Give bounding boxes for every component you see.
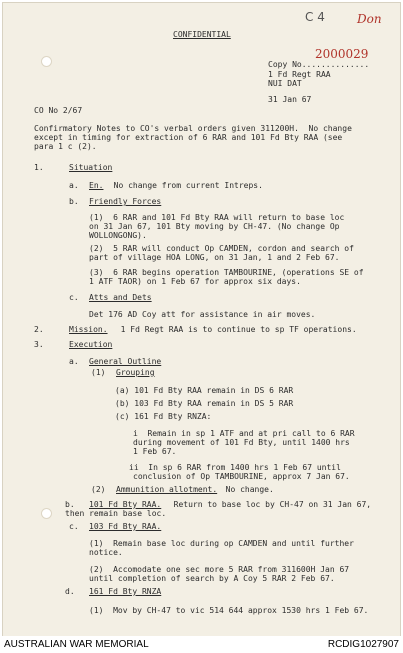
subpara-label: b. xyxy=(69,197,79,206)
subpara-label: d. xyxy=(65,587,75,596)
group-line: (c) 161 Fd Bty RNZA: xyxy=(115,412,212,421)
para-heading: Situation xyxy=(69,163,113,172)
para-number: 2. xyxy=(34,325,44,334)
punch-hole-top xyxy=(41,56,52,67)
punch-hole-bottom xyxy=(41,508,52,519)
item-heading: Ammunition allotment. xyxy=(116,485,218,494)
group-line: (b) 103 Fd Bty RAA remain in DS 5 RAR xyxy=(115,399,294,408)
body-line: (1) Mov by CH-47 to vic 514 644 approx 1530 hrs 1 Feb 67. xyxy=(89,606,369,615)
subpara-label: c. xyxy=(69,293,79,302)
subpara-heading: Atts and Dets xyxy=(89,293,152,302)
body-line: (3) 6 RAR begins operation TAMBOURINE, (operations SE of xyxy=(89,268,364,277)
body-line: notice. xyxy=(89,548,123,557)
item-heading: Grouping xyxy=(116,368,155,377)
body-line: 1 ATF TAOR) on 1 Feb 67 for approx six days. xyxy=(89,277,301,286)
archive-footer xyxy=(0,636,403,653)
item-label: (2) xyxy=(91,485,106,494)
subpara-label: c. xyxy=(69,522,79,531)
intro-line: para 1 c (2). xyxy=(34,142,97,151)
body-line: during movement of 101 Fd Bty, until 1400 hrs xyxy=(133,438,350,447)
para-number: 3. xyxy=(34,340,44,349)
subpara-heading: 161 Fd Bty RNZA xyxy=(89,587,162,596)
stamp-number: 2000029 xyxy=(315,47,369,61)
body-line: No change. xyxy=(216,485,274,494)
body-line: then remain base loc. xyxy=(65,509,167,518)
body-line: (2) 5 RAR will conduct Op CAMDEN, cordon and search of xyxy=(89,244,354,253)
body-line: Det 176 AD Coy att for assistance in air moves. xyxy=(89,310,316,319)
intro-line: except in timing for extraction of 6 RAR and 101 Fd Bty RAA (see xyxy=(34,133,343,142)
para-heading: Mission. xyxy=(69,325,108,334)
body-line: (2) Accomodate one sec more 5 RAR from 311600H Jan 67 xyxy=(89,565,350,574)
body-line: ii In sp 6 RAR from 1400 hrs 1 Feb 67 until xyxy=(129,463,341,472)
subpara-label: b. xyxy=(65,500,75,509)
body-line: on 31 Jan 67, 101 Bty moving by CH-47. (No change Op xyxy=(89,222,340,231)
subpara-label: a. xyxy=(69,181,79,190)
handwritten-initials: Don xyxy=(357,12,382,26)
body-line: 1 Feb 67. xyxy=(133,447,177,456)
body-line: (1) 6 RAR and 101 Fd Bty RAA will return to base loc xyxy=(89,213,345,222)
subpara-heading: Friendly Forces xyxy=(89,197,162,206)
handwritten-reference: C 4 xyxy=(305,10,325,24)
body-line: part of village HOA LONG, on 31 Jan, 1 and 2 Feb 67. xyxy=(89,253,340,262)
archive-name: AUSTRALIAN WAR MEMORIAL xyxy=(4,639,149,650)
issuing-location: NUI DAT xyxy=(268,79,302,88)
body-line: until completion of search by A Coy 5 RAR 2 Feb 67. xyxy=(89,574,335,583)
order-reference: CO No 2/67 xyxy=(34,106,83,115)
item-label: (1) xyxy=(91,368,106,377)
body-line: conclusion of Op TAMBOURINE, approx 7 Jan 67. xyxy=(133,472,350,481)
subpara-heading: 103 Fd Bty RAA. xyxy=(89,522,162,531)
group-line: (a) 101 Fd Bty RAA remain in DS 6 RAR xyxy=(115,386,294,395)
intro-line: Confirmatory Notes to CO's verbal orders given 311200H. No change xyxy=(34,124,352,133)
subpara-heading: En. xyxy=(89,181,104,190)
body-line: (1) Remain base loc during op CAMDEN and until further xyxy=(89,539,354,548)
body-line: 1 Fd Regt RAA is to continue to sp TF operations. xyxy=(111,325,357,334)
para-number: 1. xyxy=(34,163,44,172)
subpara-text: No change from current Intreps. xyxy=(104,181,263,190)
para-heading: Execution xyxy=(69,340,113,349)
body-line: i Remain in sp 1 ATF and at pri call to 6 RAR xyxy=(133,429,355,438)
body-line: WOLLONGONG). xyxy=(89,231,147,240)
document-page xyxy=(2,2,401,637)
issue-date: 31 Jan 67 xyxy=(268,95,312,104)
classification-heading: CONFIDENTIAL xyxy=(173,30,231,39)
subpara-heading: 101 Fd Bty RAA. xyxy=(89,500,162,509)
body-line: Return to base loc by CH-47 on 31 Jan 67, xyxy=(164,500,372,509)
subpara-heading: General Outline xyxy=(89,357,162,366)
subpara-label: a. xyxy=(69,357,79,366)
copy-number: Copy No.............. xyxy=(268,60,370,69)
issuing-unit: 1 Fd Regt RAA xyxy=(268,70,331,79)
archive-record-id: RCDIG1027907 xyxy=(327,639,399,650)
